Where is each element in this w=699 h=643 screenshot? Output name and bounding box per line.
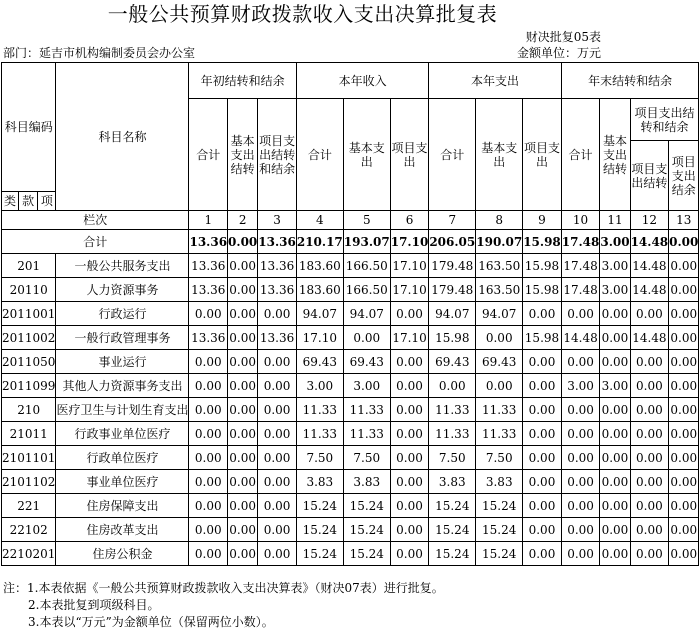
header-subject-code: 科目编码 [2,63,56,192]
total-value: 13.36 [258,230,297,254]
note-3: 3.本表以“万元”为金额单位（保留两位小数）。 [28,615,274,629]
row-value: 0.00 [343,326,390,350]
unit-label: 金额单位：万元 [516,46,601,60]
row-value: 0.00 [189,422,228,446]
department-label: 部门：延吉市机构编制委员会办公室 [3,46,196,60]
row-value: 0.00 [390,470,429,494]
row-value: 13.36 [189,278,228,302]
table-row [2,422,699,446]
row-value: 0.00 [561,470,600,494]
row-value: 0.00 [630,446,669,470]
row-value: 0.00 [189,350,228,374]
row-value: 0.00 [228,470,258,494]
row-value: 0.00 [600,470,630,494]
row-value: 15.24 [343,494,390,518]
row-value: 0.00 [189,518,228,542]
header-class: 类 [2,192,19,211]
row-value: 15.24 [343,542,390,566]
row-value: 17.10 [296,326,343,350]
total-value: 210.17 [296,230,343,254]
row-value: 0.00 [600,326,630,350]
row-value: 3.83 [429,470,476,494]
row-value: 0.00 [600,398,630,422]
row-value: 0.00 [228,326,258,350]
row-value: 3.00 [561,374,600,398]
header-end-project-balance: 项目支出结余 [669,141,699,211]
row-value: 13.36 [258,326,297,350]
row-value: 69.43 [476,350,523,374]
row-value: 0.00 [669,470,699,494]
row-value: 13.36 [189,254,228,278]
row-value: 0.00 [429,374,476,398]
row-value: 17.10 [390,278,429,302]
row-value: 0.00 [669,518,699,542]
row-code: 2011099 [2,374,56,398]
row-value: 3.83 [296,470,343,494]
row-name: 事业单位医疗 [56,470,189,494]
header-end-project-carry: 项目支出结转 [630,141,669,211]
row-value: 3.00 [600,374,630,398]
row-name: 行政事业单位医疗 [56,422,189,446]
row-value: 7.50 [296,446,343,470]
row-value: 11.33 [296,398,343,422]
row-value: 183.60 [296,278,343,302]
row-value: 0.00 [390,374,429,398]
row-value: 0.00 [523,470,562,494]
row-value: 0.00 [189,374,228,398]
header-income-total: 合计 [296,99,343,211]
row-name: 行政运行 [56,302,189,326]
row-code: 22102 [2,518,56,542]
row-value: 0.00 [600,494,630,518]
table-row [2,494,699,518]
row-code: 2101102 [2,470,56,494]
row-value: 0.00 [523,302,562,326]
row-value: 94.07 [343,302,390,326]
row-value: 15.24 [476,542,523,566]
col-number: 5 [343,211,390,230]
row-name: 一般行政管理事务 [56,326,189,350]
row-value: 14.48 [561,326,600,350]
col-number: 13 [669,211,699,230]
row-value: 0.00 [189,302,228,326]
table-row [2,350,699,374]
row-value: 14.48 [630,278,669,302]
notes [3,580,444,631]
row-value: 0.00 [630,518,669,542]
row-value: 0.00 [630,350,669,374]
row-code: 201 [2,254,56,278]
col-number: 7 [429,211,476,230]
row-value: 15.98 [523,254,562,278]
row-name: 其他人力资源事务支出 [56,374,189,398]
row-value: 15.98 [429,326,476,350]
header-expense-basic: 基本支出 [476,99,523,211]
row-value: 0.00 [189,398,228,422]
row-name: 医疗卫生与计划生育支出 [56,398,189,422]
row-value: 0.00 [669,350,699,374]
row-value: 3.00 [600,278,630,302]
row-value: 0.00 [390,494,429,518]
table-row [2,278,699,302]
row-value: 3.83 [476,470,523,494]
col-number: 2 [228,211,258,230]
total-value: 206.05 [429,230,476,254]
row-value: 15.24 [296,518,343,542]
header-item: 项 [38,192,56,211]
total-value: 0.00 [669,230,699,254]
row-value: 0.00 [561,518,600,542]
row-value: 13.36 [258,278,297,302]
row-value: 15.24 [429,542,476,566]
row-value: 15.24 [429,518,476,542]
row-value: 0.00 [189,542,228,566]
row-value: 17.10 [390,326,429,350]
row-value: 0.00 [630,422,669,446]
total-value: 17.48 [561,230,600,254]
header-end-basic: 基本支出结转 [600,99,630,211]
row-value: 7.50 [343,446,390,470]
row-value: 0.00 [561,446,600,470]
row-value: 0.00 [669,446,699,470]
col-number: 9 [523,211,562,230]
row-value: 0.00 [669,278,699,302]
row-value: 0.00 [228,518,258,542]
row-value: 0.00 [228,350,258,374]
col-number: 6 [390,211,429,230]
row-value: 0.00 [561,494,600,518]
approval-table [1,62,699,566]
row-value: 15.24 [476,518,523,542]
row-value: 17.10 [390,254,429,278]
row-value: 0.00 [258,470,297,494]
row-value: 0.00 [669,398,699,422]
row-value: 15.98 [523,278,562,302]
row-value: 0.00 [669,326,699,350]
row-value: 0.00 [258,350,297,374]
total-value: 3.00 [600,230,630,254]
header-ending: 年末结转和结余 [561,63,699,99]
row-value: 0.00 [258,518,297,542]
row-value: 0.00 [630,542,669,566]
row-value: 0.00 [600,422,630,446]
header-begin-total: 合计 [189,99,228,211]
row-value: 0.00 [258,374,297,398]
row-value: 11.33 [429,422,476,446]
col-number: 4 [296,211,343,230]
col-number: 10 [561,211,600,230]
total-label: 合计 [2,230,189,254]
col-number: 1 [189,211,228,230]
row-value: 0.00 [523,446,562,470]
row-value: 0.00 [630,398,669,422]
row-value: 183.60 [296,254,343,278]
row-name: 行政单位医疗 [56,446,189,470]
row-value: 0.00 [390,302,429,326]
col-number: 8 [476,211,523,230]
row-name: 住房改革支出 [56,518,189,542]
table-row [2,470,699,494]
row-value: 15.24 [429,494,476,518]
row-value: 0.00 [561,422,600,446]
row-value: 0.00 [600,542,630,566]
row-value: 0.00 [600,446,630,470]
note-2: 2.本表批复到项级科目。 [28,598,160,612]
row-name: 住房保障支出 [56,494,189,518]
row-value: 17.48 [561,254,600,278]
row-value: 0.00 [390,350,429,374]
row-value: 7.50 [429,446,476,470]
row-value: 0.00 [228,542,258,566]
row-value: 13.36 [258,254,297,278]
row-value: 0.00 [228,374,258,398]
row-value: 15.24 [296,494,343,518]
col-number: 11 [600,211,630,230]
row-value: 163.50 [476,278,523,302]
note-1: 注：1.本表依据《一般公共预算财政拨款收入支出决算表》（财决07表）进行批复。 [3,581,444,595]
row-value: 0.00 [630,494,669,518]
col-number: 3 [258,211,297,230]
row-value: 15.24 [343,518,390,542]
row-value: 0.00 [561,350,600,374]
row-value: 0.00 [228,494,258,518]
header-expense: 本年支出 [429,63,561,99]
row-value: 0.00 [523,374,562,398]
header-income: 本年收入 [296,63,428,99]
row-code: 2011001 [2,302,56,326]
row-name: 住房公积金 [56,542,189,566]
row-code: 20110 [2,278,56,302]
row-value: 0.00 [476,374,523,398]
row-value: 0.00 [189,446,228,470]
row-value: 0.00 [630,374,669,398]
row-value: 0.00 [561,398,600,422]
header-begin-project: 项目支出结转和结余 [258,99,297,211]
row-value: 14.48 [630,326,669,350]
row-value: 0.00 [630,470,669,494]
row-value: 0.00 [523,494,562,518]
header-beginning: 年初结转和结余 [189,63,296,99]
row-value: 0.00 [669,302,699,326]
row-value: 3.00 [343,374,390,398]
header-income-project: 项目支出 [390,99,429,211]
row-value: 179.48 [429,254,476,278]
row-value: 13.36 [189,326,228,350]
row-value: 0.00 [228,254,258,278]
row-name: 事业运行 [56,350,189,374]
total-value: 14.48 [630,230,669,254]
table-row [2,542,699,566]
row-code: 2011002 [2,326,56,350]
row-value: 15.98 [523,326,562,350]
row-value: 0.00 [228,278,258,302]
row-value: 0.00 [258,446,297,470]
row-code: 21011 [2,422,56,446]
row-value: 179.48 [429,278,476,302]
row-value: 3.00 [296,374,343,398]
row-value: 11.33 [343,398,390,422]
row-value: 0.00 [390,398,429,422]
row-value: 0.00 [669,422,699,446]
row-value: 7.50 [476,446,523,470]
table-row [2,374,699,398]
row-label: 栏次 [2,211,189,230]
row-value: 0.00 [523,518,562,542]
row-name: 人力资源事务 [56,278,189,302]
row-value: 0.00 [258,494,297,518]
row-value: 14.48 [630,254,669,278]
header-end-total: 合计 [561,99,600,211]
row-code: 2011050 [2,350,56,374]
col-number: 12 [630,211,669,230]
row-value: 0.00 [669,374,699,398]
total-value: 0.00 [228,230,258,254]
row-value: 0.00 [228,398,258,422]
table-row [2,398,699,422]
row-value: 11.33 [296,422,343,446]
row-value: 0.00 [189,494,228,518]
total-value: 15.98 [523,230,562,254]
header-expense-total: 合计 [429,99,476,211]
row-value: 3.83 [343,470,390,494]
total-value: 13.36 [189,230,228,254]
row-value: 0.00 [189,470,228,494]
row-value: 0.00 [390,542,429,566]
row-value: 11.33 [476,398,523,422]
row-value: 94.07 [429,302,476,326]
row-value: 0.00 [228,422,258,446]
row-value: 0.00 [561,542,600,566]
row-value: 69.43 [429,350,476,374]
row-value: 0.00 [258,422,297,446]
row-value: 0.00 [600,350,630,374]
header-income-basic: 基本支出 [343,99,390,211]
row-value: 0.00 [669,494,699,518]
row-code: 2210201 [2,542,56,566]
row-value: 0.00 [561,302,600,326]
row-value: 11.33 [429,398,476,422]
table-row [2,326,699,350]
row-value: 0.00 [228,446,258,470]
row-value: 0.00 [669,542,699,566]
page-title: 一般公共预算财政拨款收入支出决算批复表 [107,2,498,26]
row-value: 166.50 [343,254,390,278]
row-value: 0.00 [258,302,297,326]
row-value: 15.24 [476,494,523,518]
row-value: 163.50 [476,254,523,278]
table-row [2,302,699,326]
row-value: 0.00 [476,326,523,350]
row-value: 0.00 [258,542,297,566]
row-value: 17.48 [561,278,600,302]
header-expense-project: 项目支出 [523,99,562,211]
total-value: 17.10 [390,230,429,254]
row-name: 一般公共服务支出 [56,254,189,278]
row-value: 94.07 [296,302,343,326]
row-value: 0.00 [630,302,669,326]
row-code: 210 [2,398,56,422]
row-value: 15.24 [296,542,343,566]
row-value: 69.43 [343,350,390,374]
row-value: 69.43 [296,350,343,374]
row-value: 166.50 [343,278,390,302]
row-value: 0.00 [669,254,699,278]
total-value: 190.07 [476,230,523,254]
header-end-project-group: 项目支出结转和结余 [630,99,699,141]
total-value: 193.07 [343,230,390,254]
row-code: 2101101 [2,446,56,470]
table-row [2,254,699,278]
row-value: 11.33 [476,422,523,446]
header-begin-basic: 基本支出结转 [228,99,258,211]
table-row [2,518,699,542]
row-value: 0.00 [390,422,429,446]
table-row [2,446,699,470]
row-value: 3.00 [600,254,630,278]
row-value: 0.00 [600,518,630,542]
row-value: 11.33 [343,422,390,446]
row-value: 0.00 [258,398,297,422]
row-value: 0.00 [600,302,630,326]
row-value: 0.00 [390,518,429,542]
header-subject-name: 科目名称 [56,63,189,211]
header-section: 款 [19,192,38,211]
row-value: 0.00 [523,422,562,446]
row-value: 0.00 [523,350,562,374]
table-code: 财决批复05表 [525,30,601,44]
row-value: 0.00 [228,302,258,326]
row-code: 221 [2,494,56,518]
row-value: 0.00 [523,542,562,566]
row-value: 0.00 [390,446,429,470]
row-value: 94.07 [476,302,523,326]
row-value: 0.00 [523,398,562,422]
